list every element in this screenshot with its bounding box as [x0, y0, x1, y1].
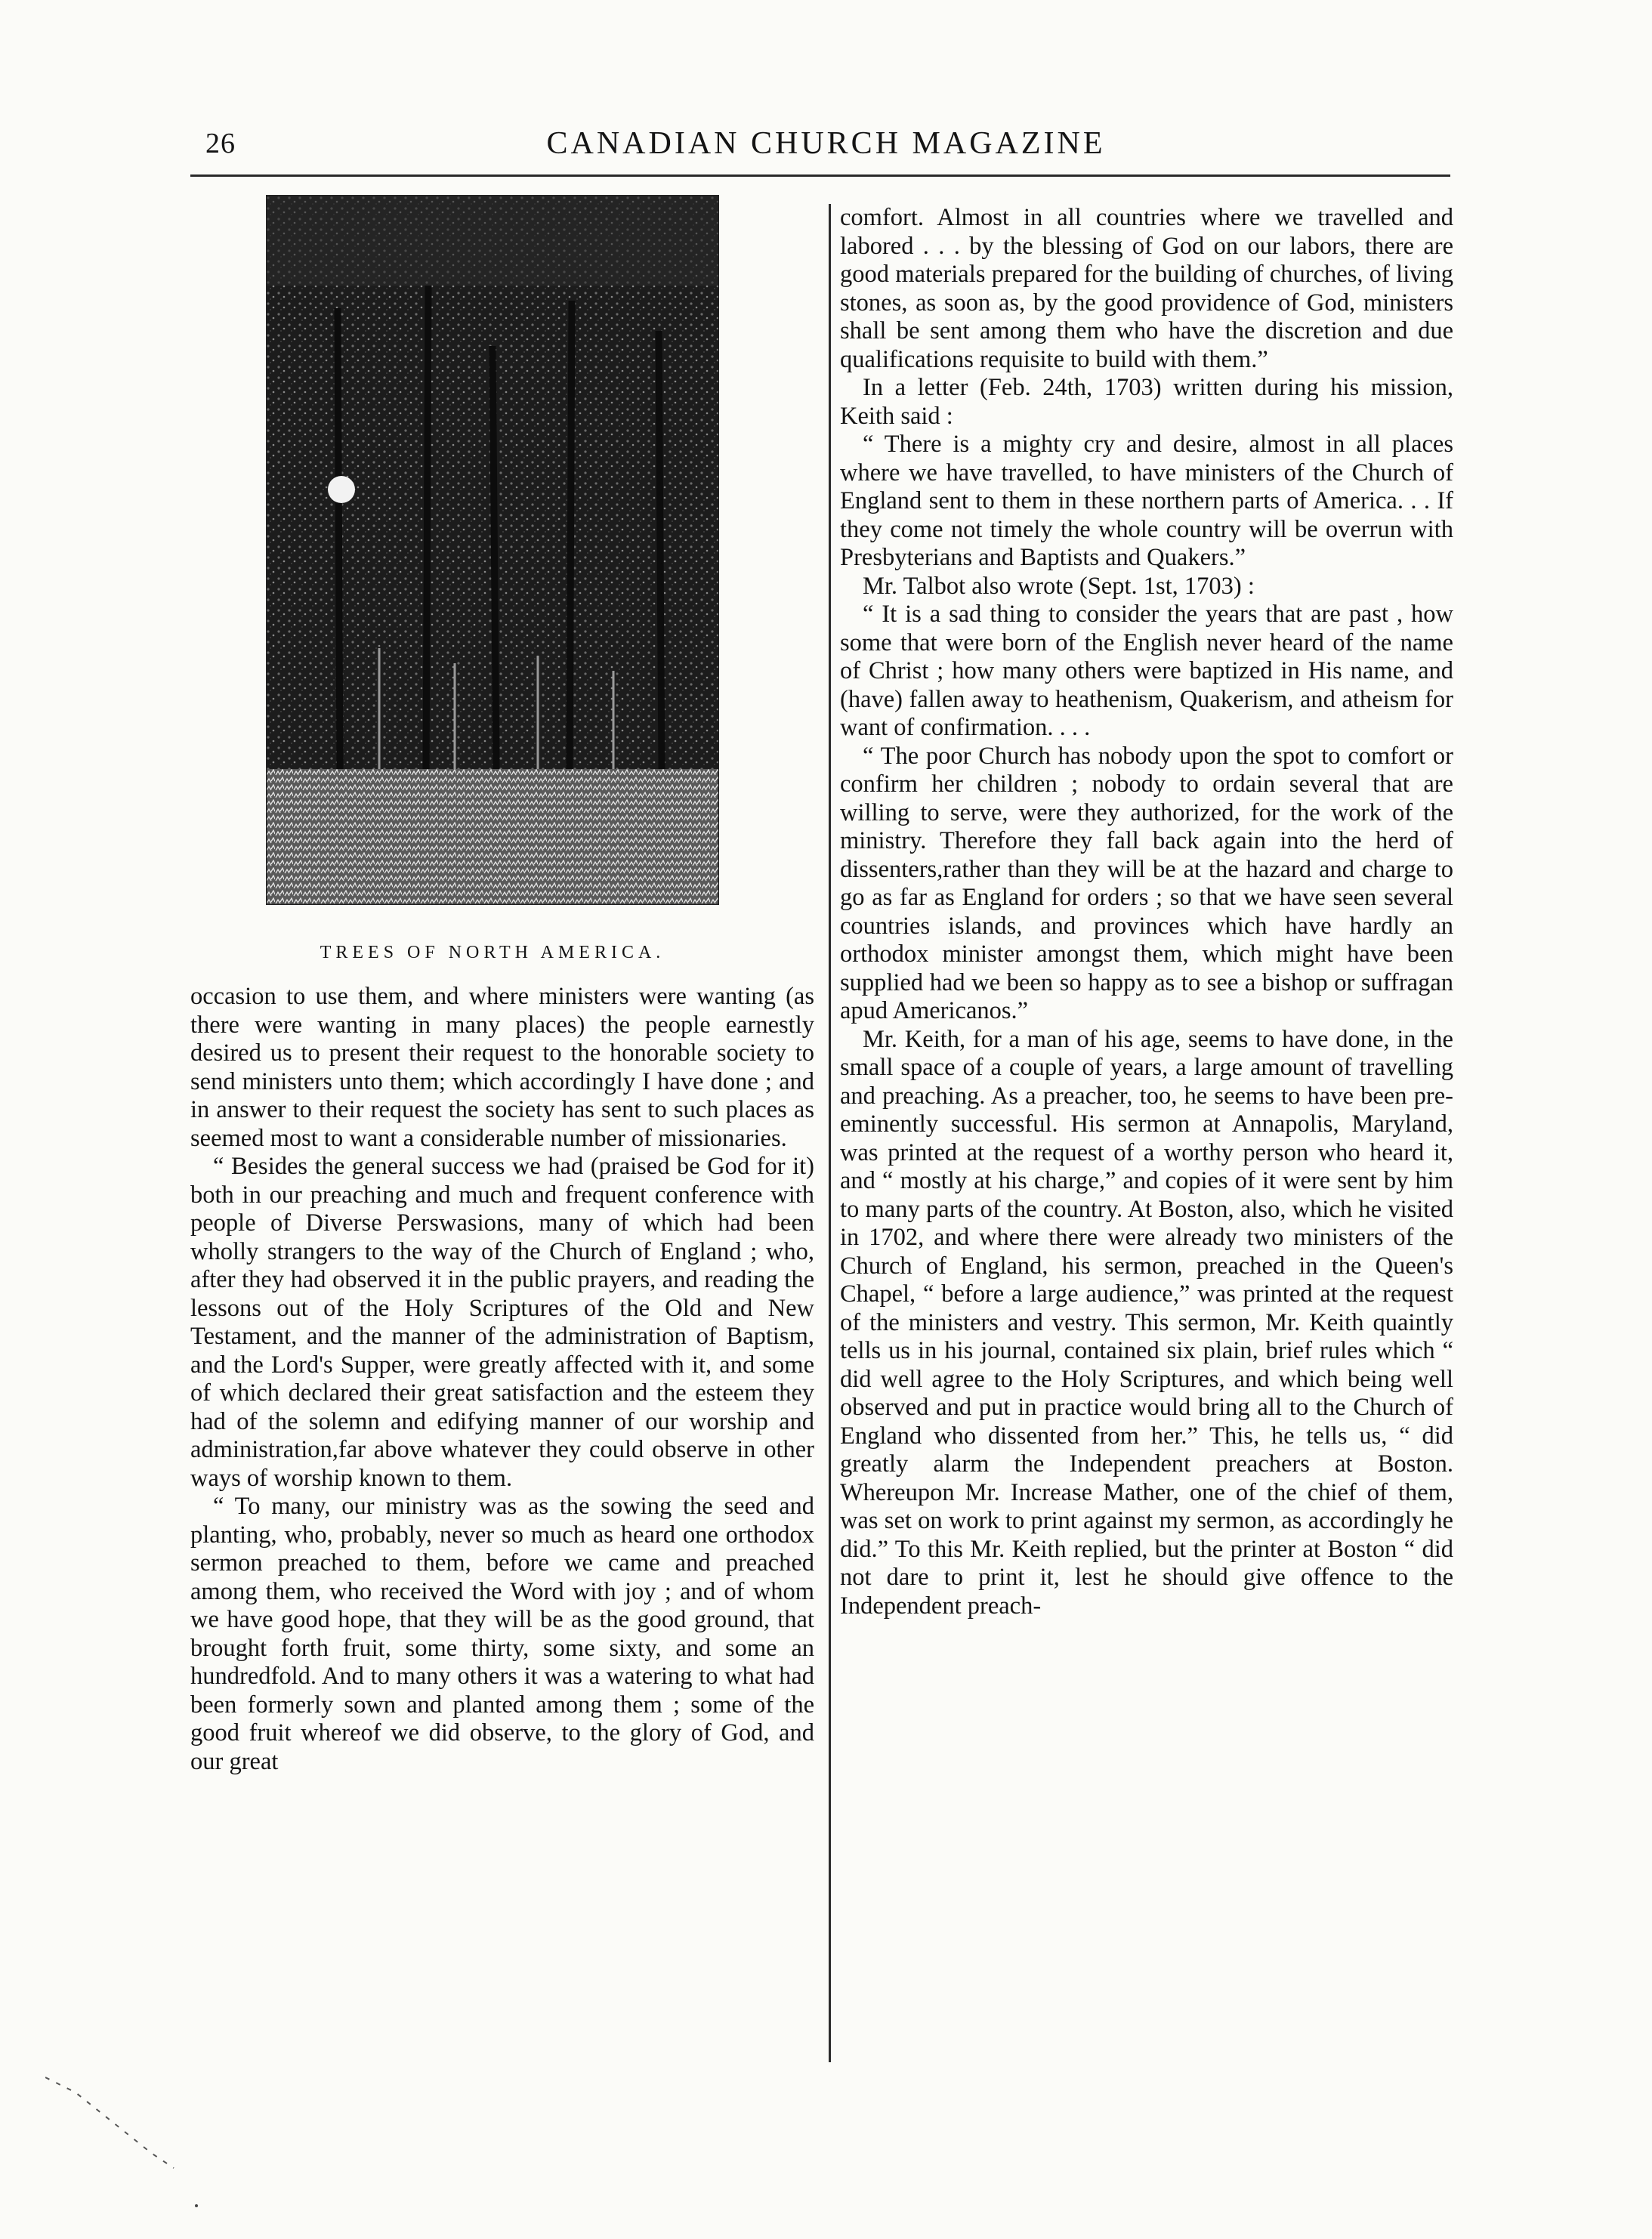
header-rule	[190, 174, 1450, 177]
running-title: CANADIAN CHURCH MAGAZINE	[546, 126, 1106, 161]
paragraph: comfort. Almost in all countries where we travelled and labored . . . by the blessing of God on our labors, there are good materials prepared for the building of churches, of living stones, as soon as, by the good providence of God, ministers shall be sent among them who have the discretion and due qualifications requisite to build with them.”	[840, 204, 1453, 373]
figure-caption: TREES OF NORTH AMERICA.	[320, 943, 665, 962]
paragraph: Mr. Talbot also wrote (Sept. 1st, 1703) :	[863, 572, 1255, 600]
right-column	[840, 204, 1453, 1620]
paragraph: “ It is a sad thing to consider the years that are past , how some that were born of the English never heard of the name of Christ ; how many others were baptized in His name, and (have) fallen away to heathenism, Quakerism, and atheism for want of confirmation. . . .	[840, 601, 1453, 741]
paragraph: “ Besides the general success we had (praised be God for it) both in our preaching and much and frequent conference with people of Diverse Perswasions, many of which had been wholly strangers to the way of the Church of England ; who, after they had observed it in the public prayers, and reading the lessons out of the Holy Scriptures of the Old and New Testament, and the manner of the administration of Baptism, and the Lord's Supper, were greatly affected with it, and some of which declared their great satisfaction and the esteem they had of the solemn and edifying manner of our worship and administration,far above whatever they could observe in other ways of worship known to them.	[190, 1153, 814, 1492]
figure	[266, 195, 719, 963]
paragraph: “ The poor Church has nobody upon the spot to comfort or confirm her children ; nobody to ordain several that are willing to serve, were they authorized, for the work of the ministry. Therefore they fall back again into the herd of dissenters,rather than they will be at the hazard and charge to go as far as England for orders ; so that we have seen several countries islands, and provinces which have hardly an orthodox minister amongst them, which might have been supplied had we been so happy as to see a bishop or suffragan apud Americanos.”	[840, 742, 1453, 1024]
paragraph: occasion to use them, and where ministers were wanting (as there were wanting in many places) the people earnestly desired us to present their request to the honorable society to send ministers unto them; which accordingly I have done ; and in answer to their request the society has sent to such places as seemed most to want a considerable number of missionaries.	[190, 983, 814, 1152]
paragraph: “ There is a mighty cry and desire, almost in all places where we have travelled, to have ministers of the Church of England sent to them in these northern parts of America. . . If they come not timely the whole country will be overrun with Presbyterians and Baptists and Quakers.”	[840, 431, 1453, 571]
column-divider	[829, 204, 831, 2062]
paragraph: “ To many, our ministry was as the sowing the seed and planting, who, probably, never so much as heard one orthodox sermon preached to them, before we came and preached among them, who received the Word with joy ; and of whom we have good hope, that they will be as the good ground, that brought forth fruit, some thirty, some sixty, and some an hundredfold. And to many others it was a watering to what had been formerly sown and planted among them ; some of the good fruit whereof we did observe, to the glory of God, and our great	[190, 1493, 814, 1775]
page-number: 26	[205, 128, 236, 159]
trees-illustration	[266, 195, 719, 905]
paragraph: Mr. Keith, for a man of his age, seems to have done, in the small space of a couple of years, a large amount of travelling and preaching. As a preacher, too, he seems to have been pre-eminently successful. His sermon at Annapolis, Maryland, was printed at the request of a worthy person who heard it, and “ mostly at his charge,” and copies of it were sent by him to many parts of the country. At Boston, also, which he visited in 1702, and where there were already two ministers of the Church of England, his sermon, preached in the Queen's Chapel, “ before a large audience,” was printed at the request of the ministers and vestry. This sermon, Mr. Keith quaintly tells us in his journal, contained six plain, brief rules which “ did well agree to the Holy Scriptures, and which being well observed and put in practice would bring all to the Church of England who dissented from her.” This, he tells us, “ did greatly alarm the Independent preachers at Boston. Whereupon Mr. Increase Mather, one of the chief of them, was set on work to print against my sermon, as accordingly he did.” To this Mr. Keith replied, but the printer at Boston “ did not dare to print it, lest he should give offence to the Independent preach-	[840, 1025, 1453, 1620]
paragraph: In a letter (Feb. 24th, 1703) written during his mission, Keith said :	[840, 374, 1453, 430]
scan-specks	[45, 2070, 272, 2221]
left-column	[190, 195, 814, 1776]
